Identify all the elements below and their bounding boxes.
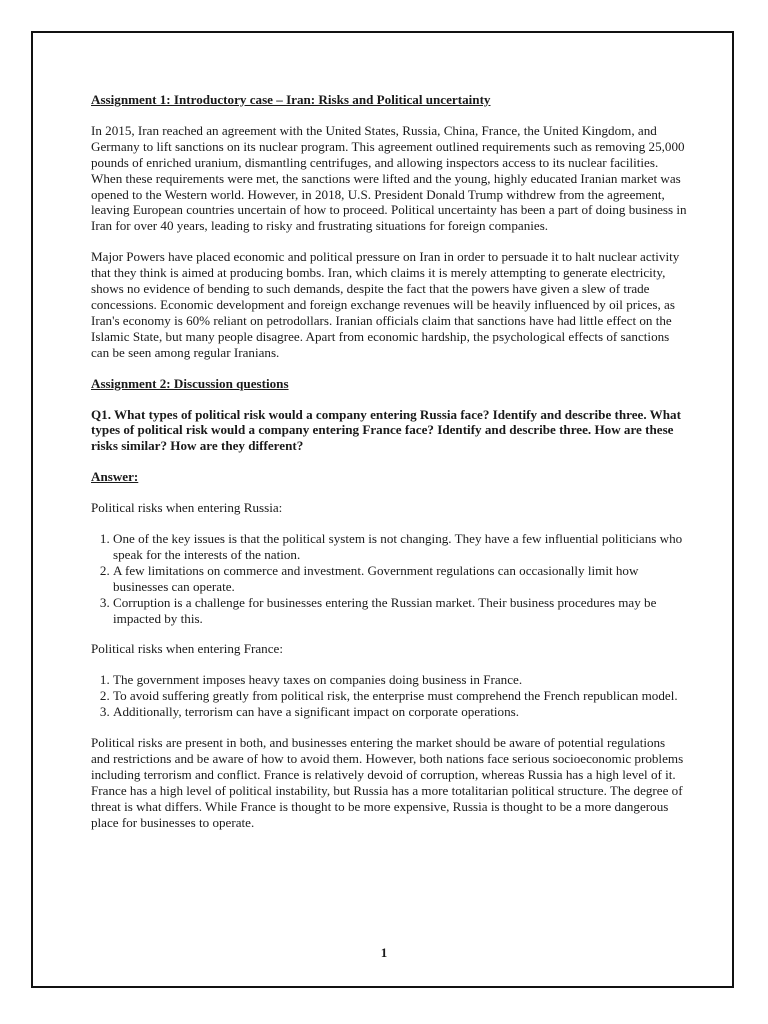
list-item: 3. Corruption is a challenge for businesses entering the Russian market. Their business procedures may be impacted by this.	[113, 595, 687, 627]
assignment1-paragraph-1: In 2015, Iran reached an agreement with the United States, Russia, China, France, the United Kingdom, and Germany to lift sanctions on its nuclear program. This agreement outlined requirements such as removing 25,000 pounds of enriched uranium, dismantling centrifuges, and allowing inspectors access to its nuclear facilities. When these requirements were met, the sanctions were lifted and the young, highly educated Iranian market was opened to the Western world. However, in 2018, U.S. President Donald Trump withdrew from the agreement, leaving European countries uncertain of how to proceed. Political uncertainty has been a part of doing business in Iran for over 40 years, leading to risky and frustrating situations for foreign companies.	[91, 122, 687, 234]
russia-risk-list	[91, 531, 687, 626]
list-item: 3. Additionally, terrorism can have a significant impact on corporate operations.	[113, 704, 687, 720]
discussion-question: Q1. What types of political risk would a company entering Russia face? Identify and describe three. What types of political risk would a company entering France face? Identify and describe three. How are these risks similar? How are they different?	[91, 406, 681, 454]
russia-intro: Political risks when entering Russia:	[91, 500, 283, 516]
assignment2-heading: Assignment 2: Discussion questions	[91, 375, 289, 391]
page-number: 1	[380, 945, 388, 960]
conclusion-paragraph: Political risks are present in both, and businesses entering the market should be aware of potential regulations and restrictions and be aware of how to avoid them. However, both nations face serious socioeconomic problems including terrorism and conflict. France is relatively devoid of corruption, whereas Russia has a high level of it. France has a high level of political instability, but Russia has a more totalitarian political structure. The degree of threat is what differs. While France is thought to be more expensive, Russia is thought to be a more dangerous place for businesses to operate.	[91, 735, 684, 830]
document-body	[91, 92, 687, 831]
france-risk-list	[91, 672, 687, 720]
list-item: 1. The government imposes heavy taxes on companies doing business in France.	[113, 672, 687, 688]
assignment1-paragraph-2: Major Powers have placed economic and political pressure on Iran in order to persuade it to halt nuclear activity that they think is aimed at producing bombs. Iran, which claims it is merely attempting to generate electricity, shows no evidence of bending to such demands, despite the fact that the powers have given a slew of trade concessions. Economic development and foreign exchange revenues will be heavily influenced by oil prices, as Iran's economy is 60% reliant on petrodollars. Iranian officials claim that sanctions have had little effect on the Islamic State, but many people disagree. Apart from economic hardship, the psychological effects of sanctions can be seen among regular Iranians.	[91, 249, 680, 360]
list-item: 2. To avoid suffering greatly from political risk, the enterprise must comprehend the French republican model.	[113, 688, 687, 704]
france-intro: Political risks when entering France:	[91, 641, 283, 657]
assignment1-heading: Assignment 1: Introductory case – Iran: Risks and Political uncertainty	[91, 92, 491, 107]
list-item: 1. One of the key issues is that the political system is not changing. They have a few influential politicians who speak for the interests of the nation.	[113, 531, 687, 563]
list-item: 2. A few limitations on commerce and investment. Government regulations can occasionally limit how businesses can operate.	[113, 563, 687, 595]
answer-label: Answer:	[91, 469, 139, 485]
